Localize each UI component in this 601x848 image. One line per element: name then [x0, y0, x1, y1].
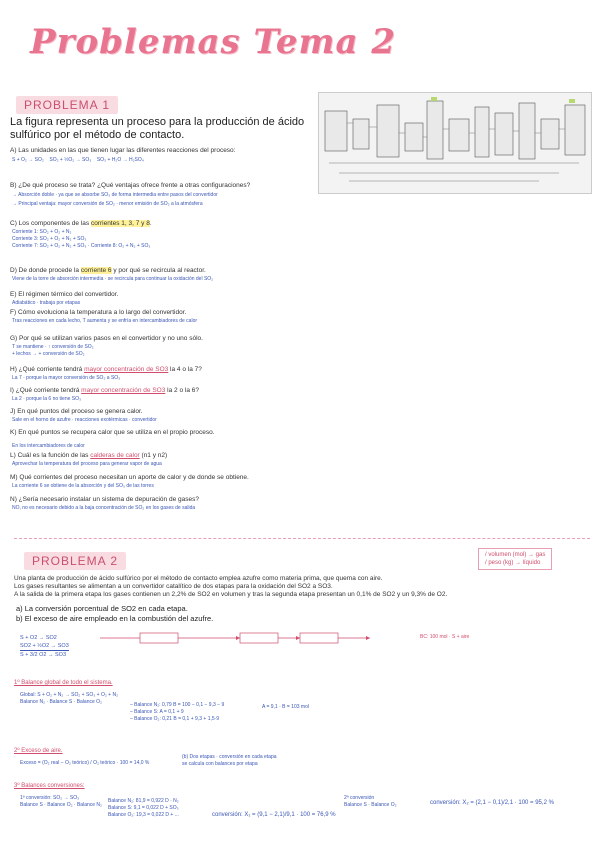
statement-line-1: Una planta de producción de ácido sulfúrico por el método de contacto emplea azufre como materia prima, que quema con aire. — [14, 575, 383, 582]
part-a: a) La conversión porcentual de SO2 en cada etapa. — [16, 604, 188, 613]
answer-d-scribble: Viene de la torre de absorción intermedia · se recircula para continuar la oxidación del SO₂ — [12, 276, 214, 282]
reaction-3: S + 3/2 O2 → SO3 — [20, 650, 69, 659]
question-l: L) Cuál es la función de las calderas de calor (n1 y n2) — [10, 452, 168, 459]
answer-b-scribble-2: → Principal ventaja: mayor conversión de SO₂ · menor emisión de SO₂ a la atmósfera — [12, 201, 203, 207]
statement-line-3: A la salida de la primera etapa los gases contienen un 2,2% de SO2 en volumen y tras la segunda etapa presentan un 0,1% de SO2 y un 9,3% de O2. — [14, 591, 448, 598]
section-1-work: Global: S + O₂ + N₂ → SO₂ + SO₃ + O₂ + N₂ Balance N₂ · Balance S · Balance O₂ — [20, 692, 119, 705]
problem-2-statement — [14, 575, 574, 599]
answer-m-scribble: La corriente 6 se obtiene de la absorción y del SO₃ de las torres — [12, 483, 154, 489]
section-1-balances: – Balance N₂: 0,79 B = 100 − 0,1 − 9,3 − 9 – Balance S: A = 0,1 + 9 – Balance O₂: 0,21 B = 0,1 + 9,3 + 1,5·9 — [130, 702, 225, 722]
answer-l-scribble: Aprovechar la temperatura del proceso para generar vapor de agua — [12, 461, 162, 467]
section-divider — [14, 538, 590, 539]
problem-1-statement: La figura representa un proceso para la producción de ácido sulfúrico por el método de contacto. — [10, 116, 305, 141]
question-n: N) ¿Sería necesario instalar un sistema de depuración de gases? — [10, 496, 199, 503]
part-b: b) El exceso de aire empleado en la combustión del azufre. — [16, 614, 214, 623]
question-c: C) Los componentes de las corrientes 1, 3, 7 y 8. — [10, 220, 152, 227]
question-m: M) Qué corrientes del proceso necesitan un aporte de calor y de donde se obtiene. — [10, 474, 249, 481]
question-i: I) ¿Qué corriente tendrá mayor concentración de SO3 la 2 o la 6? — [10, 387, 199, 394]
question-g: G) Por qué se utilizan varios pasos en el convertidor y no uno sólo. — [10, 335, 203, 342]
process-diagram-figure — [318, 92, 592, 194]
question-a: A) Las unidades en las que tienen lugar las diferentes reacciones del proceso: — [10, 147, 236, 154]
answer-f-scribble: Tras reacciones en cada lecho, T aumenta y se enfría en intercambiadores de calor — [12, 318, 198, 324]
question-k: K) En qué puntos se recupera calor que se utiliza en el propio proceso. — [10, 429, 215, 436]
section-1-heading: 1º Balance global de todo el sistema. — [14, 680, 113, 686]
section-2-heading: 2º Exceso de aire. — [14, 748, 63, 754]
answer-g-scribble-2: + lechos → + conversión de SO₂ — [12, 351, 85, 357]
bc-note: BC: 100 mol · S + aire — [420, 634, 470, 640]
answer-c-scribble: Corriente 1: SO₂ + O₂ + N₂ — [12, 229, 72, 235]
answer-j-scribble: Sale en el horno de azufre · reacciones exotérmicas · convertidor — [12, 417, 157, 423]
conversion-1-result: conversión: X₁ = (9,1 − 2,1)/9,1 · 100 = 76,9 % — [212, 812, 336, 818]
section-3-work: 1ª conversión: SO₂ → SO₃ Balance S · Balance O₂ · Balance N₂ — [20, 795, 102, 808]
section-2-work: Exceso = (O₂ real − O₂ teórico) / O₂ teórico · 100 = 14,0 % — [20, 760, 150, 766]
process-diagram — [319, 93, 591, 193]
question-b: B) ¿De qué proceso se trata? ¿Qué ventajas ofrece frente a otras configuraciones? — [10, 182, 251, 189]
section-3-second: 2ª conversión Balance S · Balance O₂ — [344, 795, 397, 808]
statement-line-2: Los gases resultantes se alimentan a un convertidor catalítico de dos etapas para la oxidación del SO2 a SO3. — [14, 583, 333, 590]
answer-g-scribble: T se mantiene · ↑ conversión de SO₂ — [12, 344, 94, 350]
question-f: F) Cómo evoluciona la temperatura a lo largo del convertidor. — [10, 309, 187, 316]
answer-b-scribble: → Absorción doble · ya que se absorbe SO₃ de forma intermedia entre pasos del convertidor — [12, 192, 218, 198]
answer-a-scribble: S + O₂ → SO₂ SO₂ + ½O₂ → SO₃ SO₃ + H₂O → H₂SO₄ — [12, 157, 144, 163]
question-d: D) De donde procede la corriente 6 y por qué se recircula al reactor. — [10, 267, 206, 274]
page-title: Problemas Tema 2 — [30, 22, 396, 62]
reactions-block — [20, 634, 69, 659]
answer-e-scribble: Adiabático · trabaja por etapas — [12, 300, 81, 306]
question-h: H) ¿Qué corriente tendrá mayor concentración de SO3 la 4 o la 7? — [10, 366, 202, 373]
answer-i-scribble: La 2 · porque la 6 no tiene SO₃ — [12, 396, 82, 402]
legend-box — [478, 548, 552, 570]
reaction-2: SO2 + ½O2 → SO3 — [20, 643, 69, 649]
reaction-1: S + O2 → SO2 — [20, 635, 57, 641]
section-3-balances: Balance N₂: 81,9 = 0,922 D · N₂ Balance S: 9,1 = 0,022 D + SO₃ Balance O₂: 19,3 = 0,022 D + ... — [108, 798, 179, 818]
section-2-note: (b) Dos etapas · conversión en cada etapa se calcula con balances por etapa — [182, 754, 277, 767]
legend-liquid: / peso (kg) → líquido — [485, 560, 541, 566]
answer-k-scribble: En los intercambiadores de calor — [12, 443, 85, 449]
answer-n-scribble: NO, no es necesario debido a la baja concentración de SO₂ en los gases de salida — [12, 505, 196, 511]
legend-gas: / volumen (mol) → gas — [485, 552, 546, 558]
problem-2-parts — [16, 604, 213, 624]
problem-1-label: PROBLEMA 1 — [16, 96, 118, 114]
section-3-heading: 3º Balances conversiones: — [14, 783, 85, 789]
conversion-2-result: conversión: X₂ = (2,1 − 0,1)/2,1 · 100 = 95,2 % — [430, 800, 554, 806]
section-1-results: A = 9,1 · B = 103 mol — [262, 704, 309, 710]
answer-h-scribble: La 7 · porque la mayor conversión de SO₂ a SO₃ — [12, 375, 121, 381]
question-j: J) En qué puntos del proceso se genera calor. — [10, 408, 143, 415]
answer-c-scribble-3: Corriente 7: SO₂ + O₂ + N₂ + SO₃ · Corriente 8: O₂ + N₂ + SO₃ — [12, 243, 151, 249]
question-e: E) El régimen térmico del convertidor. — [10, 291, 119, 298]
problem-2-label: PROBLEMA 2 — [24, 552, 126, 570]
answer-c-scribble-2: Corriente 3: SO₂ + O₂ + N₂ + SO₃ — [12, 236, 87, 242]
